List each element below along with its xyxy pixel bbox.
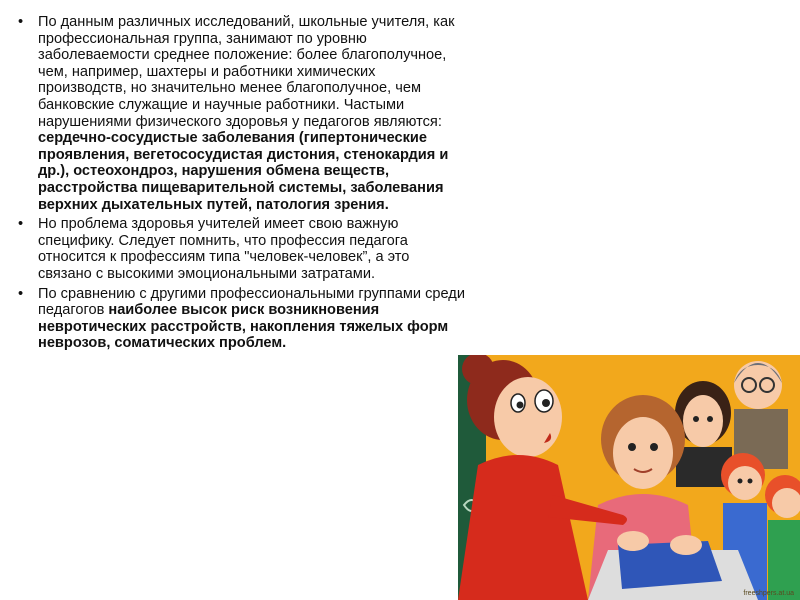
eye (542, 399, 550, 407)
eye (650, 443, 658, 451)
bullet-list (10, 14, 465, 355)
watermark: freeshpers.at.ua (743, 590, 794, 597)
bullet-bold-text: наиболее высок риск возникновения невротических расстройств, накопления тяжелых форм неврозов, соматических проблем. (38, 302, 449, 352)
eye (628, 443, 636, 451)
eye (693, 416, 699, 422)
bullet-item (10, 216, 465, 282)
eye (738, 479, 743, 484)
child-face (728, 466, 762, 500)
bullet-item (10, 286, 465, 352)
girl-face (613, 417, 673, 489)
classroom-illustration (458, 355, 800, 600)
eye (748, 479, 753, 484)
woman-face (683, 395, 723, 447)
bullet-text: По сравнению с другими профессиональными группами среди педагогов (38, 285, 465, 319)
bullet-marker: • (18, 14, 24, 30)
classroom-illustration-svg (458, 355, 800, 600)
bullet-bold-text: сердечно-сосудистые заболевания (гипертонические проявления, вегетососудистая дистония, стенокардия и др.), остеохондроз, нарушения обмена веществ, расстройства пищеварительной системы, заболевания верхних дыхательных путей, патология зрения. (38, 130, 449, 213)
bullet-item (10, 14, 465, 213)
bullet-marker: • (18, 216, 24, 233)
bullet-marker: • (18, 285, 24, 302)
bullet-text: Но проблема здоровья учителей имеет свою важную специфику. Следует помнить, что профессия педагога относится к профессиям типа "человек-человек”, а это связано с высокими эмоциональными затратами. (38, 216, 410, 282)
hand (617, 531, 649, 551)
eye (517, 402, 524, 409)
child-clothes (768, 520, 800, 600)
teacher-face (494, 377, 562, 457)
bullet-text: По данным различных исследований, школьные учителя, как профессиональная группа, занимают по уровню заболеваемости среднее положение: более благополучное, чем, например, шахтеры и работники химических производств, но значительно менее благополучное, чем банковские служащие и научные работники. Частыми нарушениями физического здоровья у педагогов являются: (38, 14, 455, 130)
hand (670, 535, 702, 555)
eye (707, 416, 713, 422)
